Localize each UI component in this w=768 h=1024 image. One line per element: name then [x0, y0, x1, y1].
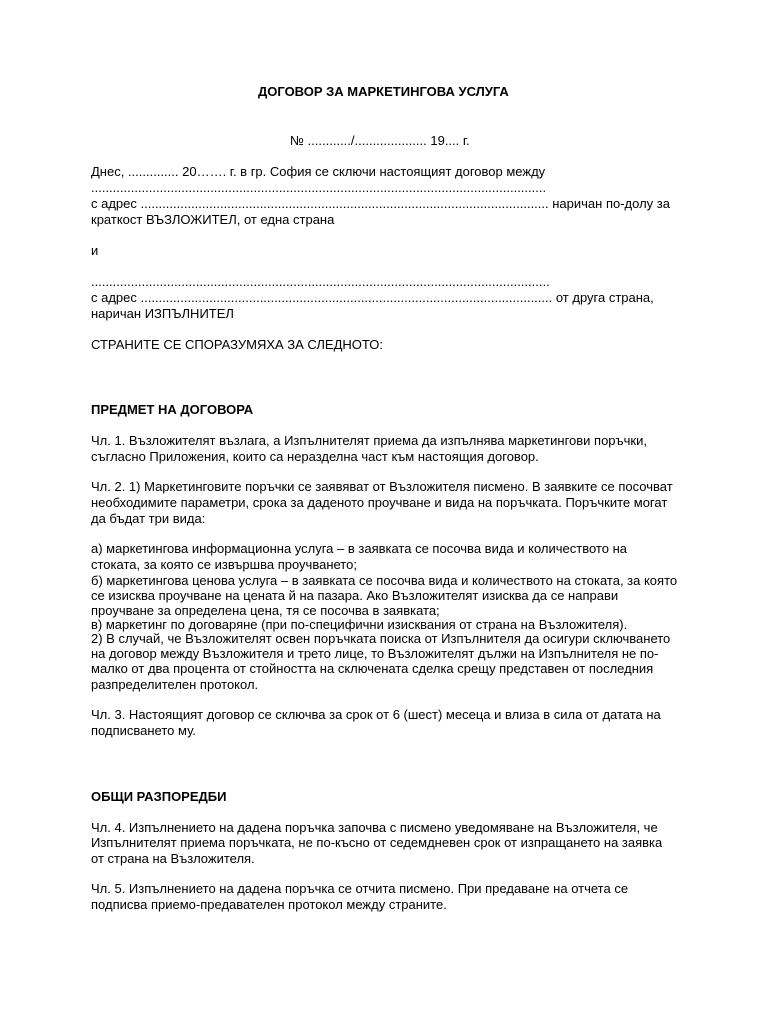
art1-line-2: съгласно Приложения, които са неразделна част към настоящия договор. — [91, 449, 539, 464]
art4-line-3: от страна на Възложителя. — [91, 851, 255, 866]
art2-item-line-5: проучване за определена цена, тя се посочва в заявката; — [91, 603, 440, 618]
art2-item-line-8: на договор между Възложителя и трето лице, то Възложителят дължи на Изпълнителя не по- — [91, 646, 659, 661]
art2-line-1: Чл. 2. 1) Маркетинговите поръчки се заявяват от Възложителя писмено. В заявките се посочват — [91, 479, 673, 494]
art3-line-2: подписването му. — [91, 723, 196, 738]
art5-line-1: Чл. 5. Изпълнението на дадена поръчка се отчита писмено. При предаване на отчета се — [91, 881, 629, 896]
art2-item-line-7: 2) В случай, че Възложителят освен поръчката поиска от Изпълнителя да осигури сключването — [91, 631, 671, 646]
party2-line-3: наричан ИЗПЪЛНИТЕЛ — [91, 306, 234, 321]
art2-item-line-3: б) маркетингова ценова услуга – в заявката се посочва вида и количеството на стоката, за която — [91, 573, 678, 588]
and-word: и — [91, 243, 99, 258]
intro-line-1: Днес, .............. 20……. г. в гр. София се сключи настоящият договор между — [91, 164, 546, 179]
art3-line-1: Чл. 3. Настоящият договор се сключва за срок от 6 (шест) месеца и влиза в сила от датата на — [91, 707, 661, 722]
contract-number-line: № ............/.................... 19.... г. — [290, 133, 470, 148]
art2-item-line-1: а) маркетингова информационна услуга – в заявката се посочва вида и количеството на — [91, 541, 627, 556]
section-subject-title: ПРЕДМЕТ НА ДОГОВОРА — [91, 402, 254, 417]
party2-line-1: ............................................................................................................................... — [91, 274, 550, 289]
art2-item-line-10: разпределителен протокол. — [91, 677, 259, 692]
document-title: ДОГОВОР ЗА МАРКЕТИНГОВА УСЛУГА — [258, 84, 509, 99]
art2-item-line-9: малко от два процента от стойността на сключената сделка срещу представен от последния — [91, 661, 654, 676]
art2-item-line-2: стоката, за която се извършва проучването; — [91, 557, 357, 572]
art4-line-1: Чл. 4. Изпълнението на дадена поръчка започва с писмено уведомяване на Възложителя, че — [91, 820, 658, 835]
art2-line-3: да бъдат три вида: — [91, 511, 206, 526]
section-general-title: ОБЩИ РАЗПОРЕДБИ — [91, 789, 227, 804]
art5-line-2: подписва приемо-предавателен протокол между страните. — [91, 897, 447, 912]
intro-line-4: краткост ВЪЗЛОЖИТЕЛ, от една страна — [91, 212, 335, 227]
intro-line-2: .............................................................................................................................. — [91, 180, 547, 195]
agreed-heading: СТРАНИТЕ СЕ СПОРАЗУМЯХА ЗА СЛЕДНОТО: — [91, 337, 383, 352]
art4-line-2: Изпълнителят приема поръчката, не по-късно от седемдневен срок от изпращането на заявка — [91, 835, 663, 850]
art1-line-1: Чл. 1. Възложителят възлага, а Изпълнителят приема да изпълнява маркетингови поръчки, — [91, 433, 647, 448]
art2-line-2: необходимите параметри, срока за даденото проучване и вида на поръчката. Поръчките могат — [91, 495, 668, 510]
art2-item-line-4: се изисква проучване на цената й на пазара. Ако Възложителят изисква да се направи — [91, 588, 619, 603]
art2-item-line-6: в) маркетинг по договаряне (при по-специфични изисквания от страна на Възложителя). — [91, 617, 628, 632]
party2-line-2: с адрес .................................................................................................................. от друга страна, — [91, 290, 654, 305]
intro-line-3: с адрес ................................................................................................................. наричан по-долу за — [91, 196, 670, 211]
